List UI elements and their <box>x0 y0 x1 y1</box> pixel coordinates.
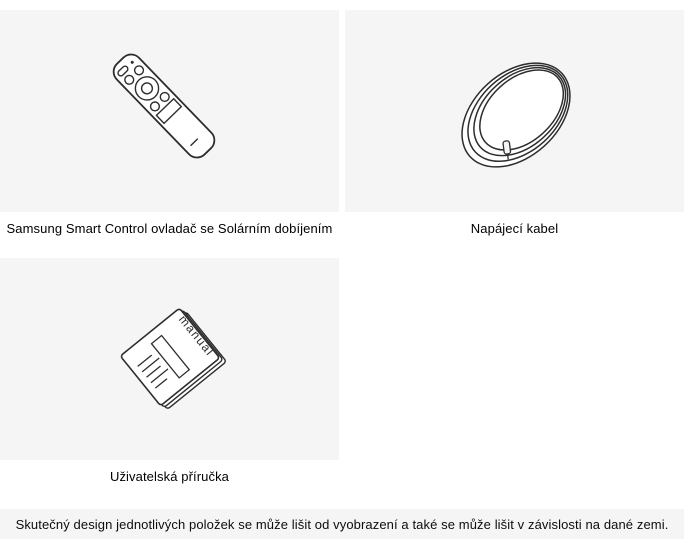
disclaimer-text: Skutečný design jednotlivých položek se může lišit od vyobrazení a také se může lišit v závislosti na dané zemi. <box>15 516 669 532</box>
manual-cover-label: manual <box>175 312 218 359</box>
accessory-cell-empty <box>345 258 684 506</box>
disclaimer-bar <box>0 509 684 539</box>
accessories-grid <box>0 10 684 506</box>
remote-control-icon <box>0 10 339 212</box>
accessory-figure-remote <box>0 10 339 212</box>
accessory-figure-cable <box>345 10 684 212</box>
accessory-cell-manual <box>0 258 339 506</box>
user-manual-icon <box>0 258 339 460</box>
accessory-caption-remote: Samsung Smart Control ovladač se Solárním dobíjením <box>6 221 333 236</box>
accessory-figure-manual <box>0 258 339 460</box>
accessory-caption-cable: Napájecí kabel <box>470 221 559 236</box>
accessory-caption-manual: Uživatelská příručka <box>109 469 230 484</box>
accessory-cell-remote <box>0 10 339 258</box>
empty-slot <box>345 258 684 460</box>
power-cable-icon <box>345 10 684 212</box>
accessory-cell-cable <box>345 10 684 258</box>
